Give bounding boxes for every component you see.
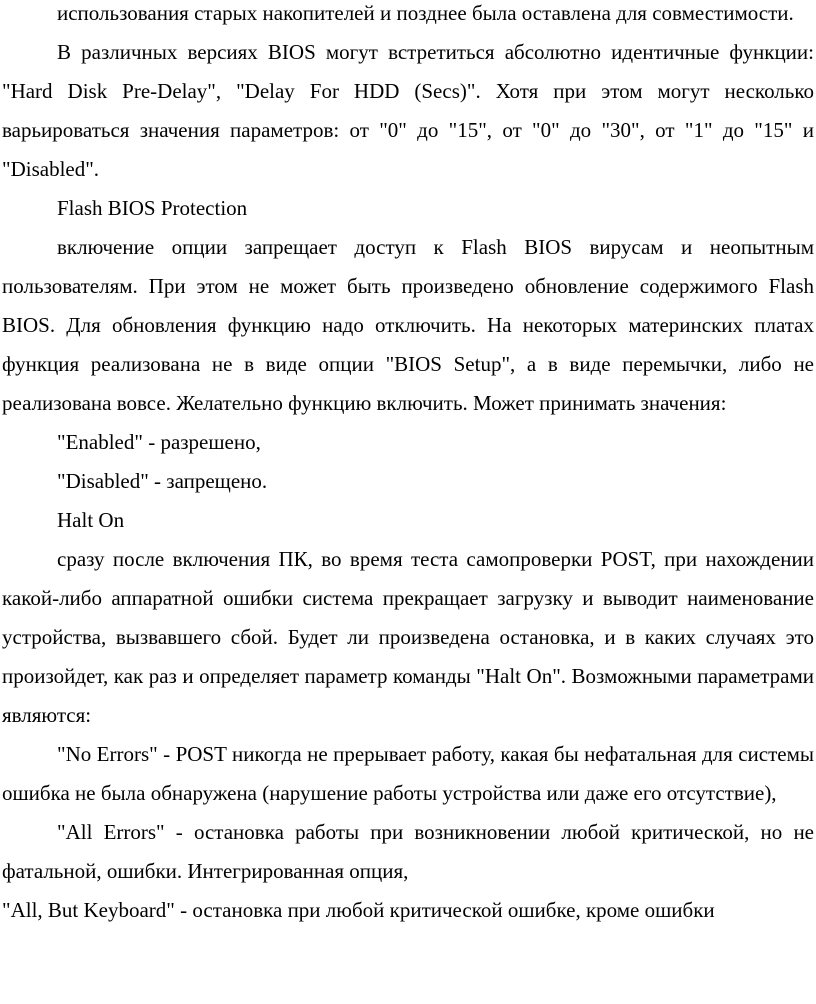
- option-no-errors: "No Errors" - POST никогда не прерывает работу, какая бы нефатальная для системы ошибка не была обнаружена (нарушение работы устройства или даже его отсутствие),: [2, 742, 814, 805]
- option-disabled: "Disabled" - запрещено.: [57, 469, 268, 493]
- paragraph-halt-on-description: сразу после включения ПК, во время теста самопроверки POST, при нахождении какой-либо аппаратной ошибки система прекращает загрузку и выводит наименование устройства, вызвавшего сбой. Будет ли произведена остановка, и в каких случаях это произойдет, как раз и определяет параметр команды "Halt On". Возможными параметрами являются:: [2, 547, 814, 727]
- paragraph-hdd-delay: В различных версиях BIOS могут встретиться абсолютно идентичные функции: "Hard Disk Pre-Delay", "Delay For HDD (Secs)". Хотя при этом могут несколько варьироваться значения параметров: от "0" до "15", от "0" до "30", от "1" до "15" и "Disabled".: [2, 40, 814, 181]
- heading-halt-on: Halt On: [57, 508, 125, 532]
- paragraph-compatibility: использования старых накопителей и позднее была оставлена для совместимости.: [57, 1, 794, 25]
- option-all-errors: "All Errors" - остановка работы при возникновении любой критической, но не фатальной, ошибки. Интегрированная опция,: [2, 820, 814, 883]
- option-enabled: "Enabled" - разрешено,: [57, 430, 261, 454]
- heading-flash-bios-protection: Flash BIOS Protection: [57, 196, 248, 220]
- paragraph-flash-bios-description: включение опции запрещает доступ к Flash BIOS вирусам и неопытным пользователям. При этом не может быть произведено обновление содержимого Flash BIOS. Для обновления функцию надо отключить. На некоторых материнских платах функция реализована не в виде опции "BIOS Setup", а в виде перемычки, либо не реализована вовсе. Желательно функцию включить. Может принимать значения:: [2, 235, 814, 415]
- option-all-but-keyboard: "All, But Keyboard" - остановка при любой критической ошибке, кроме ошибки: [2, 898, 715, 922]
